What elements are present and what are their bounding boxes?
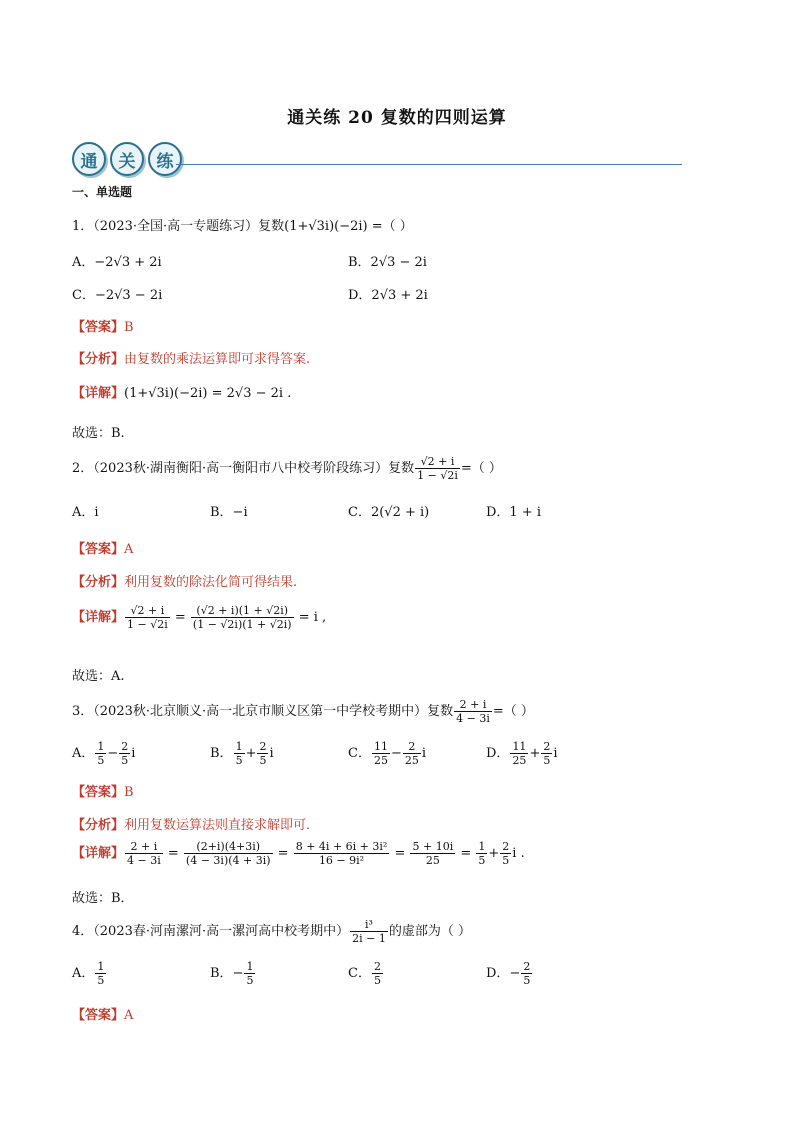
q1-stem bbox=[72, 215, 413, 234]
q3-option-b-frac-1 bbox=[234, 740, 245, 767]
q2-tail: =（ ） bbox=[460, 461, 502, 476]
q1-detail-text: (1+√3i)(−2i) = 2√3 − 2i . bbox=[124, 386, 292, 401]
q3-analysis-text: 利用复数运算法则直接求解即可． bbox=[124, 818, 320, 833]
q3-option-c-frac-1 bbox=[372, 740, 390, 767]
q3-tail: =（ ） bbox=[492, 704, 534, 719]
q3-answer-value: B bbox=[124, 785, 134, 800]
q4-option-a-letter: A． bbox=[72, 966, 95, 981]
q3-detail-d2: (4 − 3i)(4 + 3i) bbox=[185, 854, 271, 867]
q3-option-a-letter: A． bbox=[72, 746, 95, 761]
q3-detail-label: 【详解】 bbox=[72, 846, 125, 861]
q2-choose: 故选：A. bbox=[72, 669, 125, 684]
q3-option-b-suffix: i bbox=[269, 746, 274, 761]
q2-stem bbox=[72, 455, 502, 482]
q1-expr: (1+√3i)(−2i) =（ ） bbox=[284, 219, 413, 234]
q3-detail-n6: 2 bbox=[502, 840, 510, 853]
q4-option-b-frac bbox=[244, 960, 255, 987]
q3-option-c-n1: 11 bbox=[373, 740, 388, 753]
q3-option-c-op: − bbox=[390, 746, 402, 761]
q3-detail-n5: 1 bbox=[478, 840, 486, 853]
q4-stem bbox=[72, 918, 471, 945]
q3-detail-n2: (2+i)(4+3i) bbox=[184, 840, 273, 854]
q4-fraction bbox=[350, 918, 388, 945]
q3-option-b-n1: 1 bbox=[235, 740, 243, 753]
q4-option-c-n: 2 bbox=[373, 960, 381, 973]
q2-answer bbox=[72, 538, 133, 557]
q1-detail bbox=[72, 382, 291, 401]
logo-badge-2: 关 bbox=[110, 142, 144, 176]
q1-analysis-text: 由复数的乘法运算即可求得答案. bbox=[124, 352, 311, 367]
q2-option-b: B．−i bbox=[210, 505, 248, 520]
q3-detail-frac-6 bbox=[500, 840, 511, 867]
header-rule bbox=[176, 164, 682, 165]
q3-detail-d1: 4 − 3i bbox=[127, 854, 161, 867]
q4-option-c-letter: C． bbox=[348, 966, 371, 981]
q3-option-a-frac-1 bbox=[95, 740, 106, 767]
q3-option-c-frac-2 bbox=[403, 740, 421, 767]
q2-option-d: D．1 + i bbox=[486, 505, 542, 520]
q4-option-d-d: 5 bbox=[523, 974, 531, 987]
q2-answer-value: A bbox=[124, 542, 134, 557]
q2-detail-frac-2 bbox=[191, 604, 294, 631]
q2-detail-tail: = i , bbox=[298, 610, 327, 625]
q4-option-d-n: 2 bbox=[523, 960, 531, 973]
q4-frac-denominator: 2i − 1 bbox=[352, 932, 386, 945]
q3-option-a-suffix: i bbox=[131, 746, 136, 761]
q4-option-b-sign: − bbox=[232, 966, 244, 981]
q2-detail: 【详解】 $\frac{√2 + i}{1 - √2i}$ = $\frac{(√2 + i)(1 + √2i)}{(1 - √2i)(1 + √2i)}$ = i , bbox=[72, 604, 327, 631]
q2-option-a: A．i bbox=[72, 505, 99, 520]
q3-frac-numerator: 2 + i bbox=[454, 698, 492, 712]
q2-frac-denominator: 1 − √2i bbox=[417, 469, 458, 482]
q4-option-a-d: 5 bbox=[97, 974, 105, 987]
q3-detail-d6: 5 bbox=[502, 854, 510, 867]
q3-detail-d3: 16 − 9i² bbox=[318, 854, 365, 867]
q3-option-a-n2: 2 bbox=[121, 740, 129, 753]
q1-analysis-label: 【分析】 bbox=[72, 352, 125, 367]
q3-option-a-d1: 5 bbox=[97, 754, 105, 767]
q3-detail-frac-2 bbox=[184, 840, 273, 867]
section-heading: 一、单选题 bbox=[72, 185, 133, 199]
q3-stem-text: 3．（2023秋·北京顺义·高一北京市顺义区第一中学校考期中）复数 bbox=[72, 704, 454, 719]
q3-option-b-d1: 5 bbox=[235, 754, 243, 767]
q1-answer-value: B bbox=[124, 320, 134, 335]
q3-choose: 故选：B． bbox=[72, 891, 134, 906]
q2-frac-numerator: √2 + i bbox=[415, 455, 460, 469]
q1-detail-label: 【详解】 bbox=[72, 386, 125, 401]
q4-option-d-sign: − bbox=[509, 966, 521, 981]
q3-option-d-n1: 11 bbox=[512, 740, 527, 753]
q2-fraction bbox=[415, 455, 460, 482]
q4-stem-text: 4．（2023春·河南漯河·高一漯河高中校考期中） bbox=[72, 924, 350, 939]
q4-option-b-letter: B． bbox=[210, 966, 233, 981]
q4-option-c bbox=[348, 960, 384, 987]
q3-option-c-d1: 25 bbox=[373, 754, 388, 767]
q4-option-a-n: 1 bbox=[97, 960, 105, 973]
q3-fraction bbox=[454, 698, 492, 725]
q2-option-c: C．2(√2 + i) bbox=[348, 505, 430, 520]
q3-option-d-suffix: i bbox=[553, 746, 558, 761]
q1-option-c: C．−2√3 − 2i bbox=[72, 288, 163, 303]
q3-option-b-op: + bbox=[245, 746, 257, 761]
q1-choose: 故选：B. bbox=[72, 426, 125, 441]
q2-detail-denominator-1: 1 − √2i bbox=[127, 618, 168, 631]
q3-detail-tail: i . bbox=[512, 846, 525, 861]
q1-answer-label: 【答案】 bbox=[72, 320, 125, 335]
q3-detail-n4: 5 + 10i bbox=[412, 840, 454, 853]
q3-option-b-d2: 5 bbox=[259, 754, 267, 767]
q3-answer-label: 【答案】 bbox=[72, 785, 125, 800]
q3-option-b-n2: 2 bbox=[259, 740, 267, 753]
q4-option-c-d: 5 bbox=[373, 974, 381, 987]
q3-detail-frac-4 bbox=[410, 840, 455, 867]
q3-option-b-letter: B． bbox=[210, 746, 233, 761]
q4-option-a-frac bbox=[95, 960, 106, 987]
q3-option-d-n2: 2 bbox=[543, 740, 551, 753]
q3-option-d-frac-1 bbox=[510, 740, 528, 767]
q3-stem bbox=[72, 698, 534, 725]
q3-frac-denominator: 4 − 3i bbox=[456, 712, 490, 725]
q3-option-c bbox=[348, 740, 426, 767]
q4-tail: 的虚部为（ ） bbox=[388, 924, 471, 939]
q4-option-b-d: 5 bbox=[246, 974, 254, 987]
q4-option-d bbox=[486, 960, 533, 987]
q4-option-b bbox=[210, 960, 256, 987]
q4-answer-value: A bbox=[124, 1008, 134, 1023]
q1-analysis bbox=[72, 348, 310, 367]
q1-option-d: D．2√3 + 2i bbox=[348, 288, 428, 303]
q3-detail-n1: 2 + i bbox=[125, 840, 163, 854]
q2-analysis-text: 利用复数的除法化简可得结果. bbox=[124, 575, 298, 590]
q3-analysis bbox=[72, 814, 319, 833]
q3-detail-frac-3 bbox=[294, 840, 390, 867]
q1-option-b: B．2√3 − 2i bbox=[348, 255, 427, 270]
q3-detail-n3: 8 + 4i + 6i + 3i² bbox=[295, 840, 388, 853]
q4-option-d-frac bbox=[521, 960, 532, 987]
q2-analysis bbox=[72, 571, 297, 590]
q3-detail-d5: 5 bbox=[478, 854, 486, 867]
q4-option-a bbox=[72, 960, 107, 987]
q3-option-b bbox=[210, 740, 274, 767]
q3-option-d-letter: D． bbox=[486, 746, 510, 761]
q3-option-c-d2: 25 bbox=[404, 754, 419, 767]
q3-detail-d4: 25 bbox=[425, 854, 440, 867]
logo-badge-1: 通 bbox=[72, 142, 106, 176]
q3-analysis-label: 【分析】 bbox=[72, 818, 125, 833]
q3-option-d-frac-2 bbox=[541, 740, 552, 767]
q3-option-d-d2: 5 bbox=[543, 754, 551, 767]
q3-option-a-frac-2 bbox=[119, 740, 130, 767]
q3-option-c-n2: 2 bbox=[403, 740, 421, 754]
q4-option-b-n: 1 bbox=[246, 960, 254, 973]
q4-option-c-frac bbox=[372, 960, 383, 987]
q3-detail-frac-1 bbox=[125, 840, 163, 867]
logo-badges bbox=[72, 142, 182, 178]
q4-answer bbox=[72, 1004, 133, 1023]
q3-option-d-op: + bbox=[529, 746, 541, 761]
q4-frac-numerator: i³ bbox=[350, 918, 388, 932]
q3-detail: 【详解】 $\frac{2 + i}{4 - 3i}$ = $\frac{(2+i)(4+3i)}{(4 - 3i)(4 + 3i)}$ = $\frac{\text{8 + 4i + 6i + 3i²}}{\text{16 − 9i²}}$ = $\frac{5 + 10i}{25}$ = $\frac{1}{5}$ + $\frac{2}{5}$ i . bbox=[72, 840, 525, 867]
q3-option-d-d1: 25 bbox=[512, 754, 527, 767]
q4-answer-label: 【答案】 bbox=[72, 1008, 125, 1023]
q2-stem-text: 2．（2023秋·湖南衡阳·高一衡阳市八中校考阶段练习）复数 bbox=[72, 461, 415, 476]
q1-answer bbox=[72, 316, 134, 335]
q2-detail-denominator-2: (1 − √2i)(1 + √2i) bbox=[192, 618, 292, 631]
q2-analysis-label: 【分析】 bbox=[72, 575, 125, 590]
q2-detail-numerator-1: √2 + i bbox=[125, 604, 170, 618]
q3-option-d bbox=[486, 740, 558, 767]
q2-detail-frac-1 bbox=[125, 604, 170, 631]
q3-option-a bbox=[72, 740, 135, 767]
q1-option-a: A．−2√3 + 2i bbox=[72, 255, 162, 270]
q3-option-a-d2: 5 bbox=[121, 754, 129, 767]
q3-option-c-suffix: i bbox=[421, 746, 427, 761]
q3-option-b-frac-2 bbox=[257, 740, 268, 767]
logo-badge-3: 练 bbox=[148, 142, 182, 176]
q3-option-c-letter: C． bbox=[348, 746, 371, 761]
q3-detail-frac-5 bbox=[476, 840, 487, 867]
q2-detail-numerator-2: (√2 + i)(1 + √2i) bbox=[191, 604, 294, 618]
q1-stem-text: 1．（2023·全国·高一专题练习）复数 bbox=[72, 219, 285, 234]
q3-option-a-n1: 1 bbox=[97, 740, 105, 753]
q2-detail-label: 【详解】 bbox=[72, 610, 125, 625]
page-title: 通关练 20 复数的四则运算 bbox=[287, 108, 507, 128]
q3-option-a-op: − bbox=[107, 746, 119, 761]
q3-answer bbox=[72, 781, 134, 800]
q4-option-d-letter: D． bbox=[486, 966, 510, 981]
q2-answer-label: 【答案】 bbox=[72, 542, 125, 557]
